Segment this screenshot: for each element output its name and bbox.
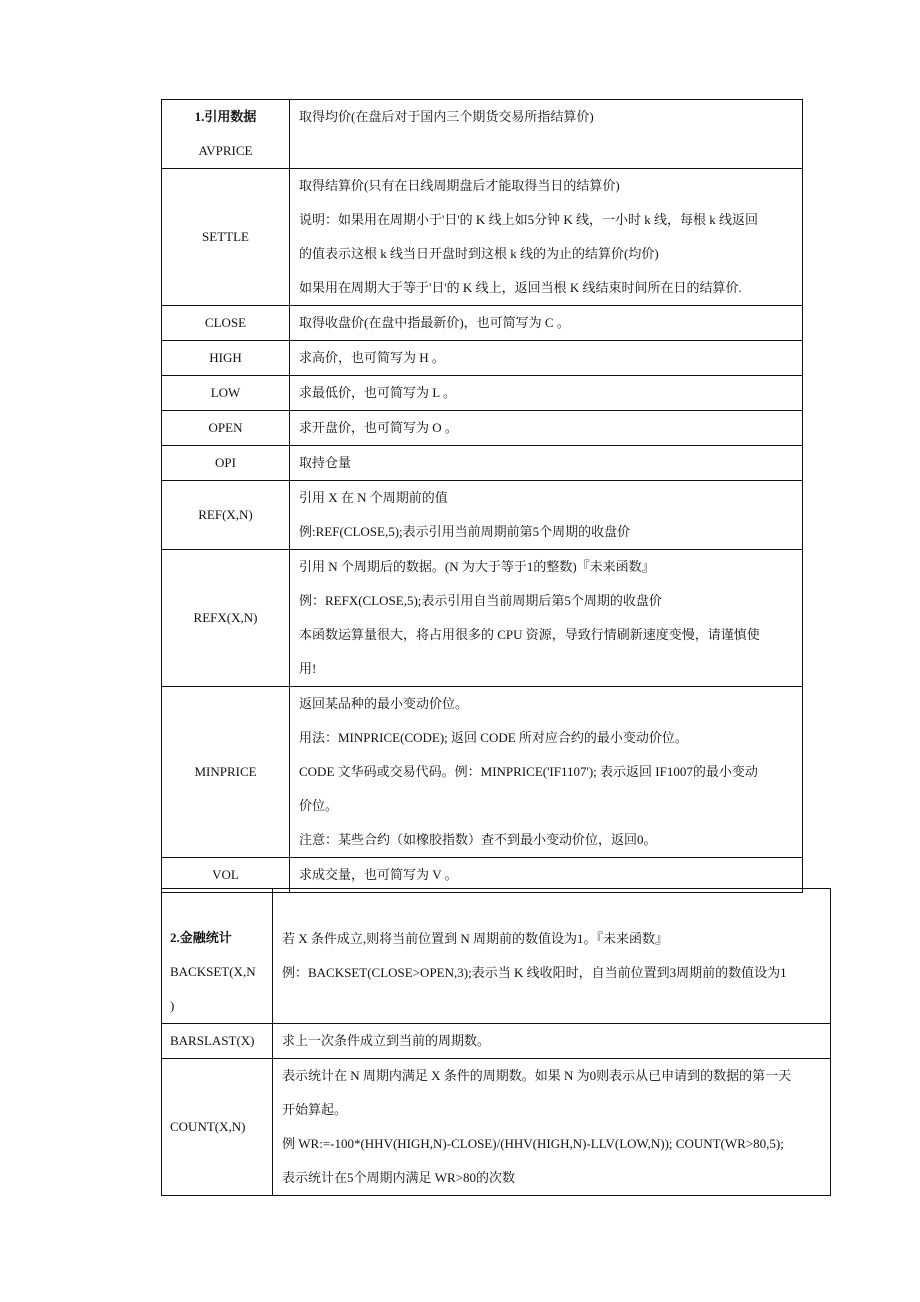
description-cell: 取得均价(在盘后对于国内三个期货交易所指结算价) — [290, 100, 803, 169]
section-heading: 2.金融统计 — [170, 930, 232, 945]
description-cell: 取持仓量 — [290, 446, 803, 481]
table-row — [162, 306, 803, 341]
function-name: BARSLAST(X) — [162, 1024, 273, 1059]
function-name-cell — [162, 100, 290, 169]
table-row — [162, 341, 803, 376]
function-name: CLOSE — [162, 306, 290, 341]
description-cell: 求成交量，也可简写为 V 。 — [290, 858, 803, 893]
table-row — [162, 1024, 831, 1059]
table-row — [162, 446, 803, 481]
description-cell: 表示统计在 N 周期内满足 X 条件的周期数。如果 N 为0则表示从已申请到的数据的第一天 开始算起。 例 WR:=-100*(HHV(HIGH,N)-CLOSE)/(HHV(HIGH,N)-LLV(LOW,N)); COUNT(WR>80,5); 表示统计在5个周期内满足 WR>80的次数 — [273, 1059, 831, 1196]
description-cell: 返回某品种的最小变动价位。 用法：MINPRICE(CODE); 返回 CODE 所对应合约的最小变动价位。 CODE 文华码或交易代码。例：MINPRICE('IF1107'); 表示返回 IF1007的最小变动 价位。 注意：某些合约（如橡胶指数）查不到最小变动价位，返回0。 — [290, 687, 803, 858]
table-row — [162, 411, 803, 446]
table-row — [162, 550, 803, 687]
function-name: BACKSET(X,N — [170, 964, 256, 979]
table-row — [162, 100, 803, 169]
function-name: REFX(X,N) — [162, 550, 290, 687]
description-cell: 引用 X 在 N 个周期前的值 例:REF(CLOSE,5);表示引用当前周期前第5个周期的收盘价 — [290, 481, 803, 550]
description-cell: 求上一次条件成立到当前的周期数。 — [273, 1024, 831, 1059]
description-cell: 求高价，也可简写为 H 。 — [290, 341, 803, 376]
function-name: REF(X,N) — [162, 481, 290, 550]
function-name: HIGH — [162, 341, 290, 376]
table-row — [162, 1059, 831, 1196]
description-cell: 取得结算价(只有在日线周期盘后才能取得当日的结算价) 说明：如果用在周期小于'日'的 K 线上如5分钟 K 线，一小时 k 线，每根 k 线返回 的值表示这根 k 线当日开盘时到这根 k 线的为止的结算价(均价) 如果用在周期大于等于'日'的 K 线上，返回当根 K 线结束时间所在日的结算价. — [290, 169, 803, 306]
function-name: OPEN — [162, 411, 290, 446]
table-row — [162, 376, 803, 411]
function-name: COUNT(X,N) — [162, 1059, 273, 1196]
description-cell: 取得收盘价(在盘中指最新价)，也可简写为 C 。 — [290, 306, 803, 341]
section-heading: 1.引用数据 — [194, 109, 257, 124]
function-name: OPI — [162, 446, 290, 481]
table-row — [162, 481, 803, 550]
description-cell: 引用 N 个周期后的数据。(N 为大于等于1的整数)『未来函数』 例：REFX(CLOSE,5);表示引用自当前周期后第5个周期的收盘价 本函数运算量很大，将占用很多的 CPU 资源，导致行情刷新速度变慢，请谨慎使 用! — [290, 550, 803, 687]
description-cell: 若 X 条件成立,则将当前位置到 N 周期前的数值设为1。『未来函数』 例：BACKSET(CLOSE>OPEN,3);表示当 K 线收阳时，自当前位置到3周期前的数值设为1 — [273, 889, 831, 1024]
function-name: LOW — [162, 376, 290, 411]
table-row — [162, 687, 803, 858]
table-row — [162, 169, 803, 306]
description-cell: 求开盘价，也可简写为 O 。 — [290, 411, 803, 446]
function-name: VOL — [162, 858, 290, 893]
financial-statistics-table — [161, 888, 831, 1196]
description-cell: 求最低价，也可简写为 L 。 — [290, 376, 803, 411]
function-name: MINPRICE — [162, 687, 290, 858]
table-row — [162, 889, 831, 1024]
reference-data-table — [161, 99, 803, 893]
function-name-cell: 2.金融统计 BACKSET(X,N ) — [162, 889, 273, 1024]
function-name: AVPRICE — [198, 143, 253, 158]
function-name: SETTLE — [162, 169, 290, 306]
